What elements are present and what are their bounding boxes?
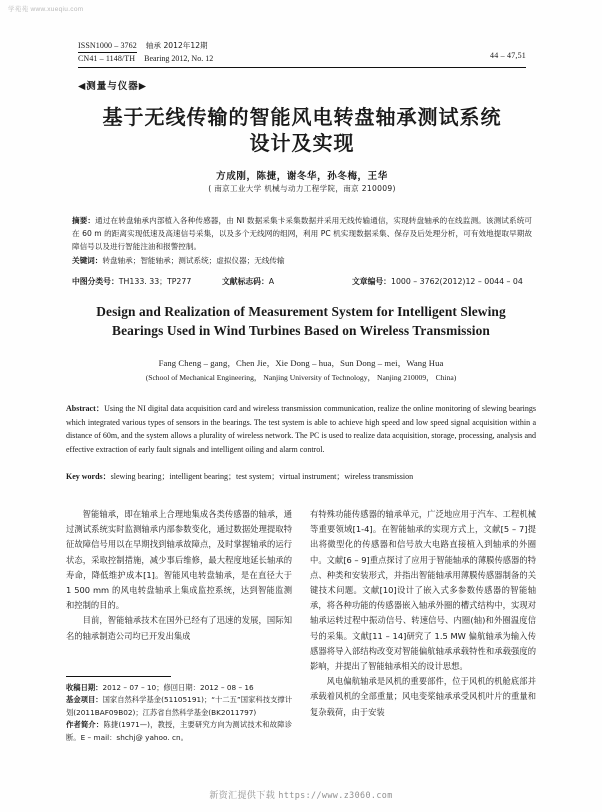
clc-value: TH133. 33；TP277: [118, 277, 192, 286]
body-paragraph: 风电偏航轴承是风机的重要部件，位于风机的机舱底部并承载着风机的全部重量；风电变桨轴承承受风机叶片的重量和复杂载荷，由于安装: [310, 676, 536, 717]
masthead-left: [78, 40, 328, 64]
bottom-watermark-text: 新资汇提供下载: [209, 791, 276, 801]
abstract-zh: [72, 214, 532, 254]
affiliation-zh: ( 南京工业大学 机械与动力工程学院，南京 210009): [208, 184, 396, 193]
top-watermark: 学苑苑 www.xueqiu.com: [8, 6, 84, 13]
title-en-line1: Design and Realization of Measurement System for Intelligent Slewing: [96, 304, 506, 319]
body-paragraph: 有特殊功能传感器的轴承单元，广泛地应用于汽车、工程机械等重要领域[1-4]。在智能轴承的实现方式上，文献[5 – 7]提出将微型化的传感器和信号放大电路直接植入到轴承的外圈中。文献[6 – 9]重点探讨了应用于智能轴承的薄膜传感器的特点、种类和安装形式，并指出智能轴承用薄膜传感器制备的关键技术问题。文献[10]设计了嵌入式多参数传感器的智能轴承，将各种功能的传感器嵌入轴承外圈的槽式结构中，实现对轴承运转过程中振动信号、转速信号、内圈(轴)和外圈温度信号的采集。文献[11 – 14]研究了 1.5 MW 偏航轴承为输入传感器将导入部结构改变对智能偏航轴承承载特性和承载强度的影响，并提出了智能轴承相关的设计思想。: [310, 509, 536, 672]
footnote-author: [66, 719, 292, 744]
abstract-en-label: Abstract：: [66, 404, 105, 413]
article-number-value: 1000 – 3762(2012)12 – 0044 – 04: [390, 277, 523, 286]
masthead-rule: [78, 67, 526, 68]
page-title-en: [66, 302, 536, 340]
keywords-zh-text: 转盘轴承；智能轴承；测试系统；虚拟仪器；无线传输: [102, 256, 285, 265]
document-code-label: 文献标志码：: [222, 277, 269, 286]
affiliation-en: (School of Mechanical Engineering， Nanjing University of Technology， Nanjing 210009， China): [145, 373, 457, 382]
masthead: [78, 40, 526, 68]
keywords-zh-label: 关键词：: [72, 256, 103, 265]
authors-zh: 方成刚，陈捷，谢冬华，孙冬梅，王华: [216, 171, 388, 182]
abstract-en-text: Using the NI digital data acquisition card and wireless transmission communication, realize the online monitoring of slewing bearings which integrated various types of sensors in the bearings. The test system is able to achieve high speed and low speed signal acquisition within a distance of 60m, and the system allows a plurality of wireless network. The PC is used to realize data acquisition, storage, processing, analysis and effective extraction of early fault signals and intelligent oiling and alarm control.: [66, 404, 536, 454]
authors-en: Fang Cheng – gang，Chen Jie，Xie Dong – hua，Sun Dong – mei，Wang Hua: [158, 358, 444, 368]
page-title-zh: [78, 104, 526, 156]
footnote-author-label: 作者简介：: [66, 720, 104, 730]
title-zh-line2: 设计及实现: [249, 131, 355, 155]
body-column-right: [310, 507, 536, 777]
footnote-fund-label: 基金项目：: [66, 695, 103, 705]
classification-codes: [72, 276, 532, 287]
clc-label: 中图分类号：: [72, 277, 119, 286]
journal-title-zh: 轴承 2012年12期: [145, 41, 208, 50]
section-marker: ◀测量与仪器▶: [78, 81, 148, 92]
title-en-line2: Bearings Used in Wind Turbines Based on Wireless Transmission: [112, 323, 490, 338]
article-number: [352, 276, 532, 287]
article-number-label: 文章编号：: [352, 277, 391, 286]
issn-code: ISSN1000 – 3762: [78, 40, 137, 53]
title-zh-line1: 基于无线传输的智能风电转盘轴承测试系统: [102, 105, 502, 129]
footnote-author-value: 陈捷(1971—)，教授，主要研究方向为测试技术和故障诊断。E – mail：shchj@ yahoo. cn。: [66, 720, 293, 742]
footnote-fund-value: 国家自然科学基金(51105191)；“十二五”国家科技支撑计划(2011BAF09B02)；江苏省自然科学基金(BK2011797): [66, 695, 292, 717]
document-code-value: A: [268, 277, 275, 286]
footnote-received-value: 2012 – 07 – 10；修回日期：2012 – 08 – 16: [102, 683, 254, 692]
keywords-en-text: slewing bearing；intelligent bearing；test system；virtual instrument；wireless transmission: [110, 472, 414, 481]
document-code: [222, 276, 352, 287]
footnote-received: [66, 682, 292, 694]
cn-code: CN41 – 1148/TH: [78, 53, 136, 63]
page-range: 44 – 47,51: [490, 51, 526, 60]
keywords-en: [66, 471, 536, 483]
clc-code: [72, 276, 222, 287]
abstract-zh-label: 摘要：: [72, 216, 96, 225]
abstract-en: [66, 402, 536, 456]
body-paragraph: 目前，智能轴承技术在国外已经有了迅速的发展，国际知名的轴承制造公司均已开发出集成: [66, 615, 292, 641]
body-paragraph: 智能轴承，即在轴承上合理地集成各类传感器的轴承，通过测试系统实时监测轴承内部参数变化，通过数据处理提取特征故障信号用以在早期找到轴承故障点，及时掌握轴承的运行状态，采取控制措施，减少事后维修，最大程度地延长轴承的寿命，降低维护成本[1]。智能风电转盘轴承，是在直径大于 1 500 mm 的风电转盘轴承上集成监控系统，达到智能监测和控制的目的。: [66, 509, 292, 611]
abstract-zh-text: 通过在转盘轴承内部植入各种传感器，由 NI 数据采集卡采集数据并采用无线传输通信，实现转盘轴承的在线监测。该测试系统可在 60 m 的距离实现低速及高速信号采集，以及多个无线网的组网，利用 PC 机实现数据采集、保存及后处理分析，可有效地提取早期故障信号以及进行智能注油和报警控制。: [72, 216, 533, 252]
footnote-received-label: 收稿日期：: [66, 683, 103, 692]
bottom-watermark-url: https://www.z3060.com: [278, 790, 393, 800]
footnote-block: [66, 682, 292, 744]
journal-title-en: Bearing 2012, No. 12: [144, 53, 214, 63]
bottom-watermark: [0, 788, 602, 801]
keywords-zh: [72, 255, 532, 267]
keywords-en-label: Key words：: [66, 472, 111, 481]
footnote-fund: [66, 694, 292, 719]
footnote-rule: [66, 676, 171, 677]
